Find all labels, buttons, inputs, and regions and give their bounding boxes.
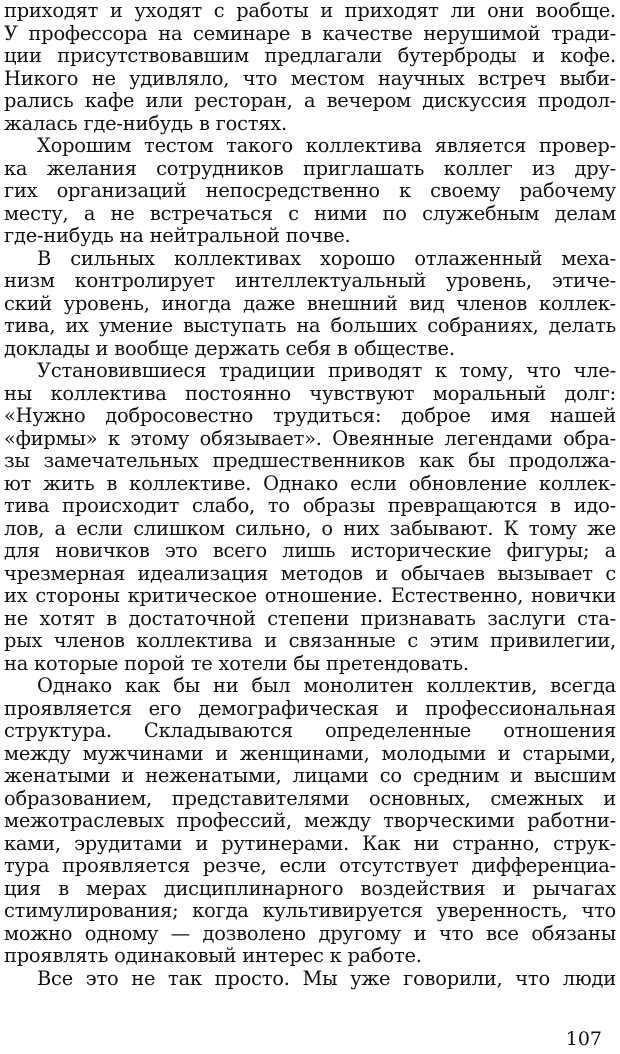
page-text [4, 0, 616, 990]
text-line: Все это не так просто. Мы уже говорили, что люди [37, 967, 616, 990]
text-line: тива происходит слабо, то образы превращаются в идо- [4, 495, 616, 517]
text-line: образованием, представителями основных, смежных и [4, 787, 616, 810]
text-line: Установившиеся традиции приводят к тому, что чле- [37, 360, 616, 382]
text-line: рались кафе или ресторан, а вечером дискуссия продол- [4, 90, 616, 112]
text-line: где-нибудь на нейтральной почве. [4, 225, 351, 247]
page-number: 107 [565, 1028, 602, 1050]
text-line: лов, а если слишком сильно, о них забывают. К тому же [4, 517, 616, 540]
text-line: низм контролирует интеллектуальный уровень, этиче- [4, 270, 616, 292]
text-line: можно одному — дозволено другому и что все обязаны [4, 922, 616, 945]
text-line: приходят и уходят с работы и приходят ли они вообще. [4, 0, 616, 22]
text-line: Хорошим тестом такого коллектива является провер- [37, 135, 616, 157]
text-line: ция в мерах дисциплинарного воздействия и рычагах [4, 877, 616, 900]
text-line: проявляется его демографическая и профессиональная [4, 697, 616, 720]
text-line: зы замечательных предшественников как бы продолжа- [4, 450, 616, 472]
text-line: межотраслевых профессий, между творческими работни- [4, 810, 616, 832]
text-line: гих организаций непосредственно к своему рабочему [4, 180, 616, 202]
text-line: ны коллектива постоянно чувствуют моральный долг: [4, 382, 616, 405]
text-line: доклады и вообще держать себя в обществе. [4, 337, 455, 360]
text-line: ский уровень, иногда даже внешний вид членов коллек- [4, 292, 616, 315]
text-line: структура. Складываются определенные отношения [4, 720, 616, 742]
text-line: не хотят в достаточной степени признавать заслуги ста- [4, 607, 616, 630]
text-line: «Нужно добросовестно трудиться: доброе имя нашей [4, 405, 616, 427]
text-line: женатыми и неженатыми, лицами со средним и высшим [4, 765, 616, 787]
text-line: «фирмы» к этому обязывает». Овеянные легендами обра- [4, 427, 616, 450]
text-line: ют жить в коллективе. Однако если обновление коллек- [4, 472, 616, 495]
text-line: проявлять одинаковый интерес к работе. [4, 945, 422, 967]
text-line: ции присутствовавшим предлагали бутерброды и кофе. [4, 45, 616, 67]
text-line: чрезмерная идеализация методов и обычаев вызывает с [4, 562, 616, 585]
text-line: между мужчинами и женщинами, молодыми и старыми, [4, 742, 616, 765]
text-line: ками, эрудитами и рутинерами. Как ни странно, струк- [4, 832, 616, 855]
text-line: стимулирования; когда культивируется уверенность, что [4, 900, 616, 922]
text-line: ка желания сотрудников приглашать коллег из дру- [4, 157, 616, 180]
text-line: жалась где-нибудь в гостях. [4, 112, 288, 135]
text-line: У профессора на семинаре в качестве нерушимой тради- [4, 22, 616, 45]
text-line: Однако как бы ни был монолитен коллектив, всегда [37, 675, 616, 697]
text-line: на которые порой те хотели бы претендовать. [4, 652, 469, 675]
text-line: тива, их умение выступать на больших собраниях, делать [4, 315, 616, 337]
text-line: для новичков это всего лишь исторические фигуры; а [4, 540, 616, 562]
text-line: их стороны критическое отношение. Естественно, новички [4, 585, 616, 607]
text-line: тура проявляется резче, если отсутствует дифференциа- [4, 855, 616, 877]
text-line: Никого не удивляло, что местом научных встреч выби- [4, 67, 616, 90]
text-line: рых членов коллектива и связанные с этим привилегии, [4, 630, 616, 652]
text-line: В сильных коллективах хорошо отлаженный меха- [37, 247, 616, 270]
text-line: месту, а не встречаться с ними по служебным делам [4, 202, 616, 225]
